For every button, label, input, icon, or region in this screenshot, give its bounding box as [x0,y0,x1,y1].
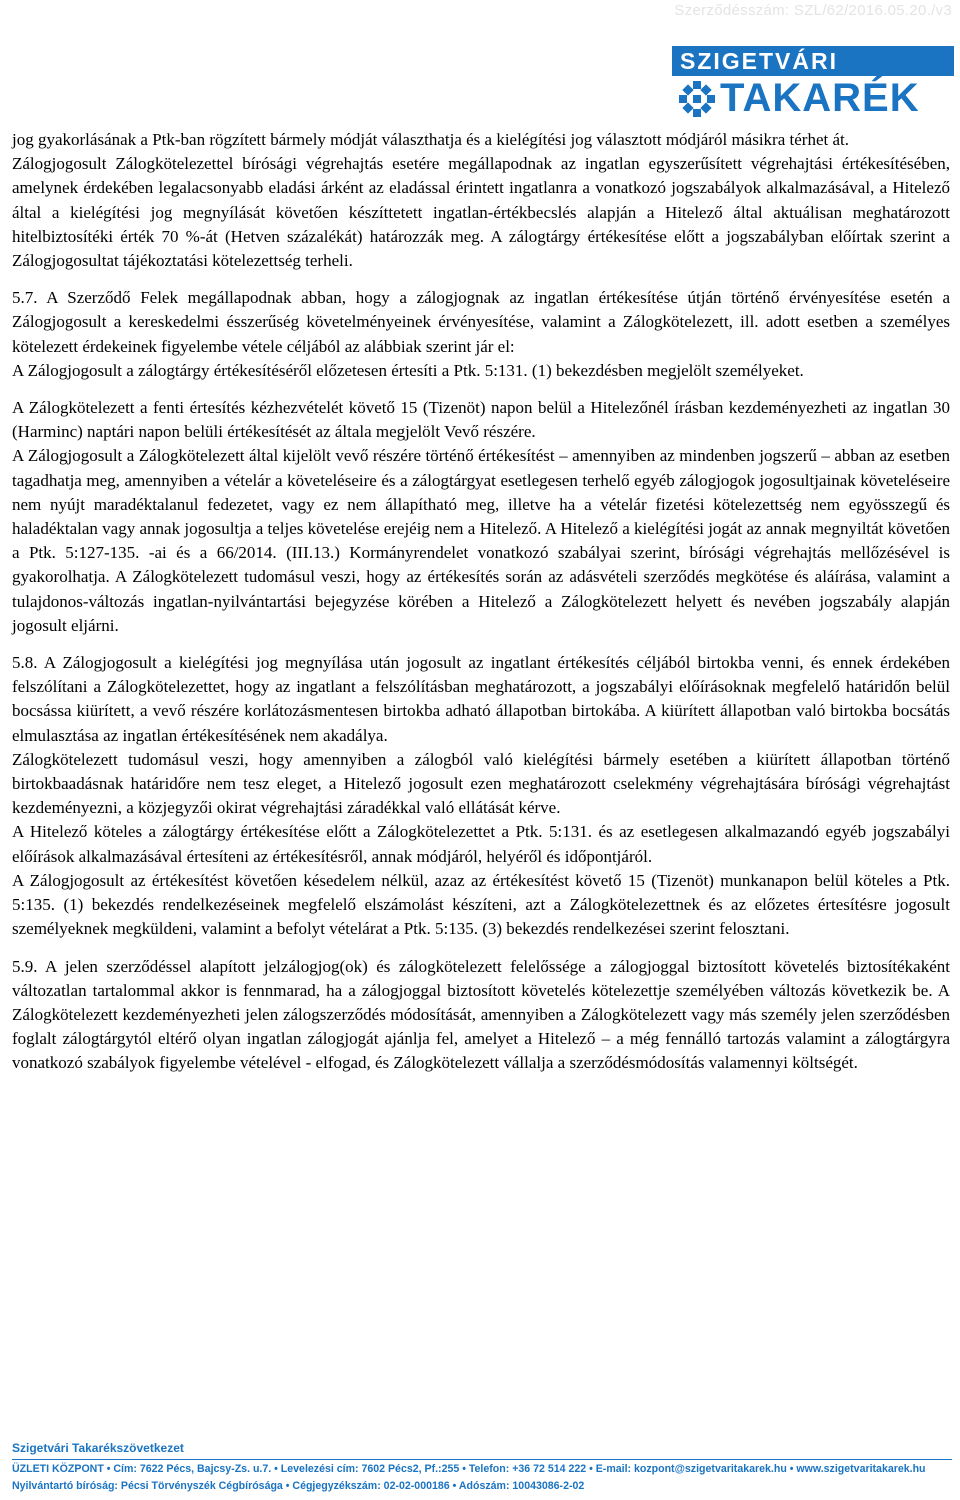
paragraph: A Zálogkötelezett a fenti értesítés kézhezvételét követő 15 (Tizenöt) napon belül a Hitelezőnél írásban kezdeményezheti az ingatlan 30 (Harminc) naptári napon belüli értékesítését az általa megjelölt Vevő részére. [12,398,950,442]
paragraph: A Zálogjogosult az értékesítést követően késedelem nélkül, azaz az értékesítést követő 15 (Tizenöt) munkanapon belül köteles a Ptk. 5:135. (1) bekezdés rendelkezéseinek megfelelő elszámolást készíteni, azt a Zálogkötelezettnek és az előzetes értesítésre jogosult személyeknek megküldeni, valamint a befolyt vételárat a Ptk. 5:135. (3) bekezdés rendelkezései szerint felosztani. [12,870,950,939]
logo-top-band [672,46,954,76]
footer-company-name: Szigetvári Takarékszövetkezet [12,1441,184,1455]
document-body [12,128,950,1076]
footer-address-line: ÜZLETI KÖZPONT • Cím: 7622 Pécs, Bajcsy-Zs. u.7. • Levelezési cím: 7602 Pécs2, Pf.:255 • Telefon: +36 72 514 222 • E-mail: kozpont@szigetvaritakarek.hu • www.szigetvaritakarek.hu [12,1459,952,1478]
logo-star-icon [678,80,716,118]
paragraph: A Zálogjogosult a Zálogkötelezett által kijelölt vevő részére történő értékesítést – amennyiben az mindenben jogszerű – abban az esetben tagadhatja meg, amennyiben a vételár a követeléseire és a zálogtárgyat esetlegesen terhelő egyéb zálogjogok jogosultjainak követeléseire nem nyújt maradéktalanul fedezetet, vagy ez nem állapítható meg, illetve ha a vételár fizetési kötelezettség nem egyösszegű és haladéktalan vagy annak jogosultja a teljes követelése erejéig nem a Hitelező. A Hitelező a kielégítési jogát az annak megnyiltát követően a Ptk. 5:127-135. -ai és a 66/2014. (III.13.) Kormányrendelet vonatkozó szabályai szerint, bírósági végrehajtás mellőzésével is gyakorolhatja. A Zálogkötelezett tudomásul veszi, hogy az értékesítés során az adásvételi szerződés megkötése és aláírása, valamint a tulajdonos-változás ingatlan-nyilvántartási bejegyzése körében a Hitelező a Zálogkötelezett helyett és nevében jogszabály alapján jogosult eljárni. [12,446,950,635]
paragraph: Zálogjogosult Zálogkötelezettel bírósági végrehajtás esetére megállapodnak az ingatlan egyszerűsített végrehajtási értékesítésében, amelynek érdekében legalacsonyabb eladási árként az eladással érintett ingatlanra a vonatkozó jogszabályok alkalmazásával, a Hitelező által a kielégítési jog megnyílását követően készíttetett ingatlan-értékbecslés alapján a Hitelező által aktuálisan meghatározott hitelbiztosítéki érték 70 %-át (Hetven százalékát) határozzák meg. A zálogtárgy értékesítése előtt a jogszabályban előírtak szerint a Zálogjogosultat tájékoztatási kötelezettség terheli. [12,154,950,271]
logo-top-text: SZIGETVÁRI [680,48,839,74]
paragraph: jog gyakorlásának a Ptk-ban rögzített bármely módját választhatja és a kielégítési jog választott módjáról másikra térhet át. [12,130,849,149]
logo-bottom-text: TAKARÉK [720,76,920,120]
paragraph: A Zálogjogosult a zálogtárgy értékesítéséről előzetesen értesíti a Ptk. 5:131. (1) bekezdésben megjelölt személyeket. [12,360,804,380]
contract-number: Szerződésszám: SZL/62/2016.05.20./v3 [674,2,952,19]
paragraph: Zálogkötelezett tudomásul veszi, hogy amennyiben a zálogból való kielégítési bármely esetében a kiürített állapotban történő birtokbaadásnak határidőre nem tesz eleget, a Hitelező jogosult ezen meghatározott cselekmény végrehajtására bírósági végrehajtást kezdeményezni, a közjegyzői okirat végrehajtási záradékkal való ellátását kérve. [12,749,950,818]
paragraph-section-5-9: 5.9. A jelen szerződéssel alapított jelzálogjog(ok) és zálogkötelezett felelőssége a zálogjoggal biztosított követelés biztosítékaként változatlan tartalommal akkor is fennmarad, ha a zálogjoggal biztosított követelés kötelezettje személyében változás következik be. A Zálogkötelezett kezdeményezheti jelen zálogszerződés módosítását, amennyiben a Zálogkötelezett vagy más személy jelen szerződésben foglalt zálogtárgytól eltérő olyan ingatlan zálogjogát ajánlja fel, amelyet a Hitelező – a még fennálló tartozás valamint a zálogtárgyra vonatkozó szabályok figyelembe vételével - elfogad, és Zálogkötelezett vállalja a szerződésmódosítás valamennyi költségét. [12,956,950,1073]
paragraph-section-5-8: 5.8. A Zálogjogosult a kielégítési jog megnyílása után jogosult az ingatlant értékesítés céljából birtokba venni, és ennek érdekében felszólítani a Zálogkötelezettet, hogy az ingatlant a felszólításban meghatározott, a jogszabályi előírásoknak megfelelő határidőn belül bocsássa kiürített, a vevő részére korlátozásmentesen birtokba adható állapotban birtokába. A kiürített állapotban való birtokba bocsátás elmulasztása az ingatlan értékesítésének nem akadálya. [12,653,950,745]
bank-logo [672,46,954,120]
paragraph-section-5-7: 5.7. A Szerződő Felek megállapodnak abban, hogy a zálogjognak az ingatlan értékesítése útján történő érvényesítése esetén a Zálogjogosult a kereskedelmi ésszerűség követelményeinek érvényesítése, valamint a Zálogkötelezett, ill. adott esetben a személyes kötelezett érdekeinek figyelembe vétele céljából az alábbiak szerint jár el: [12,288,950,356]
paragraph: A Hitelező köteles a zálogtárgy értékesítése előtt a Zálogkötelezettet a Ptk. 5:131. és az esetlegesen alkalmazandó egyéb jogszabályi előírások alkalmazásával értesíteni az értékesítésről, annak módjáról, helyéről és időpontjáról. [12,822,950,866]
footer-registry-line: Nyilvántartó bíróság: Pécsi Törvényszék Cégbírósága • Cégjegyzékszám: 02-02-000186 • Adószám: 10043086-2-02 [12,1480,585,1492]
page-footer [12,1440,952,1495]
logo-bottom-band [672,77,954,120]
